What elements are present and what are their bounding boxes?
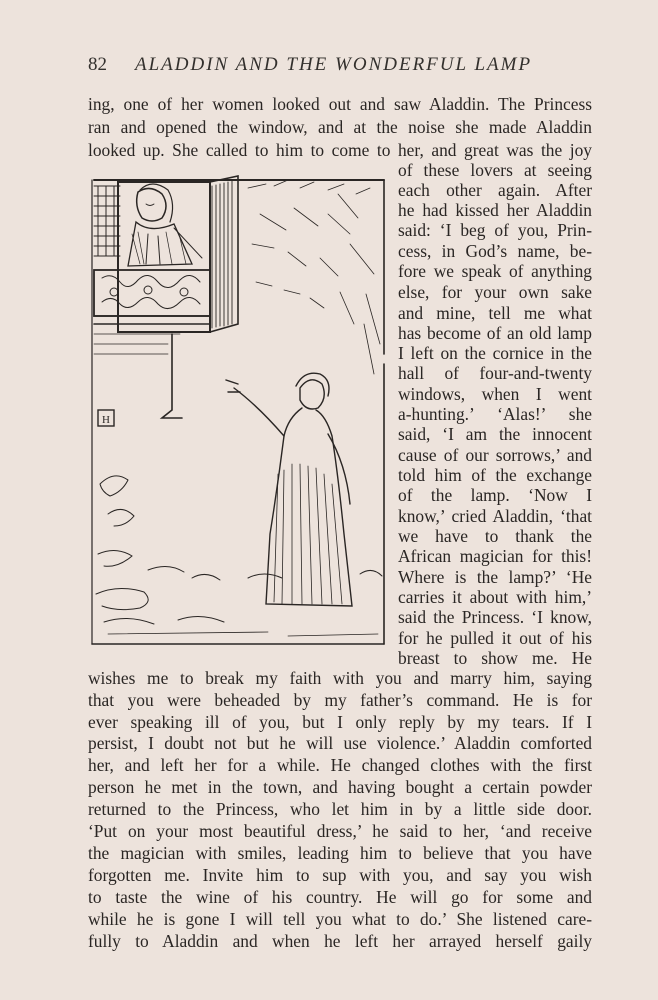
text-line: cause of our sorrows,’ and xyxy=(398,445,592,465)
text-line: said, ‘I am the innocent xyxy=(398,424,592,444)
text-line: while he is gone I will tell you what to do.’ She listened care- xyxy=(88,909,592,929)
text-line: looked up. She called to him to come to her, and great was the joy xyxy=(88,140,592,160)
page-number: 82 xyxy=(88,54,107,75)
text-line: he had kissed her Aladdin xyxy=(398,200,592,220)
text-line: ran and opened the window, and at the noise she made Aladdin xyxy=(88,117,592,137)
text-line: each other again. After xyxy=(398,180,592,200)
text-line: persist, I doubt not but he will use violence.’ Aladdin comforted xyxy=(88,733,592,753)
text-line: Where is the lamp?’ ‘He xyxy=(398,567,592,587)
text-line: wishes me to break my faith with you and marry him, saying xyxy=(88,668,592,688)
text-line: and mine, tell me what xyxy=(398,303,592,323)
text-line: hall of four-and-twenty xyxy=(398,363,592,383)
text-line: for he pulled it out of his xyxy=(398,628,592,648)
text-line: I left on the cornice in the xyxy=(398,343,592,363)
text-line: ing, one of her women looked out and saw Aladdin. The Princess xyxy=(88,94,592,114)
text-line: person he met in the town, and having bought a certain powder xyxy=(88,777,592,797)
running-title: ALADDIN AND THE WONDERFUL LAMP xyxy=(135,54,533,75)
text-line: breast to show me. He xyxy=(398,648,592,668)
text-line: has become of an old lamp xyxy=(398,323,592,343)
text-line: said: ‘I beg of you, Prin- xyxy=(398,220,592,240)
text-line: a-hunting.’ ‘Alas!’ she xyxy=(398,404,592,424)
text-line: ever speaking ill of you, but I only reply by my tears. If I xyxy=(88,712,592,732)
text-line: told him of the exchange xyxy=(398,465,592,485)
text-line: ‘Put on your most beautiful dress,’ he said to her, ‘and receive xyxy=(88,821,592,841)
text-line: forgotten me. Invite him to sup with you, and say you wish xyxy=(88,865,592,885)
text-line: windows, when I went xyxy=(398,384,592,404)
text-line: her, and left her for a while. He changed clothes with the first xyxy=(88,755,592,775)
text-line: else, for your own sake xyxy=(398,282,592,302)
text-line: fully to Aladdin and when he left her arrayed herself gaily xyxy=(88,931,592,951)
text-line: African magician for this! xyxy=(398,546,592,566)
text-line: that you were beheaded by my father’s command. He is for xyxy=(88,690,592,710)
illustration-princess-and-aladdin xyxy=(88,174,388,654)
text-line: cess, in God’s name, be- xyxy=(398,241,592,261)
text-line: know,’ cried Aladdin, ‘that xyxy=(398,506,592,526)
text-line: of these lovers at seeing xyxy=(398,160,592,180)
text-line: returned to the Princess, who let him in by a little side door. xyxy=(88,799,592,819)
text-line: said the Princess. ‘I know, xyxy=(398,607,592,627)
illustrator-monogram: H xyxy=(102,414,110,426)
text-line: the magician with smiles, leading him to believe that you have xyxy=(88,843,592,863)
text-line: of the lamp. ‘Now I xyxy=(398,485,592,505)
text-line: we have to thank the xyxy=(398,526,592,546)
ink-drawing xyxy=(88,174,388,654)
text-line: fore we speak of anything xyxy=(398,261,592,281)
text-line: to taste the wine of his country. He will go for some and xyxy=(88,887,592,907)
running-header xyxy=(88,53,548,77)
text-line: carries it about with him,’ xyxy=(398,587,592,607)
